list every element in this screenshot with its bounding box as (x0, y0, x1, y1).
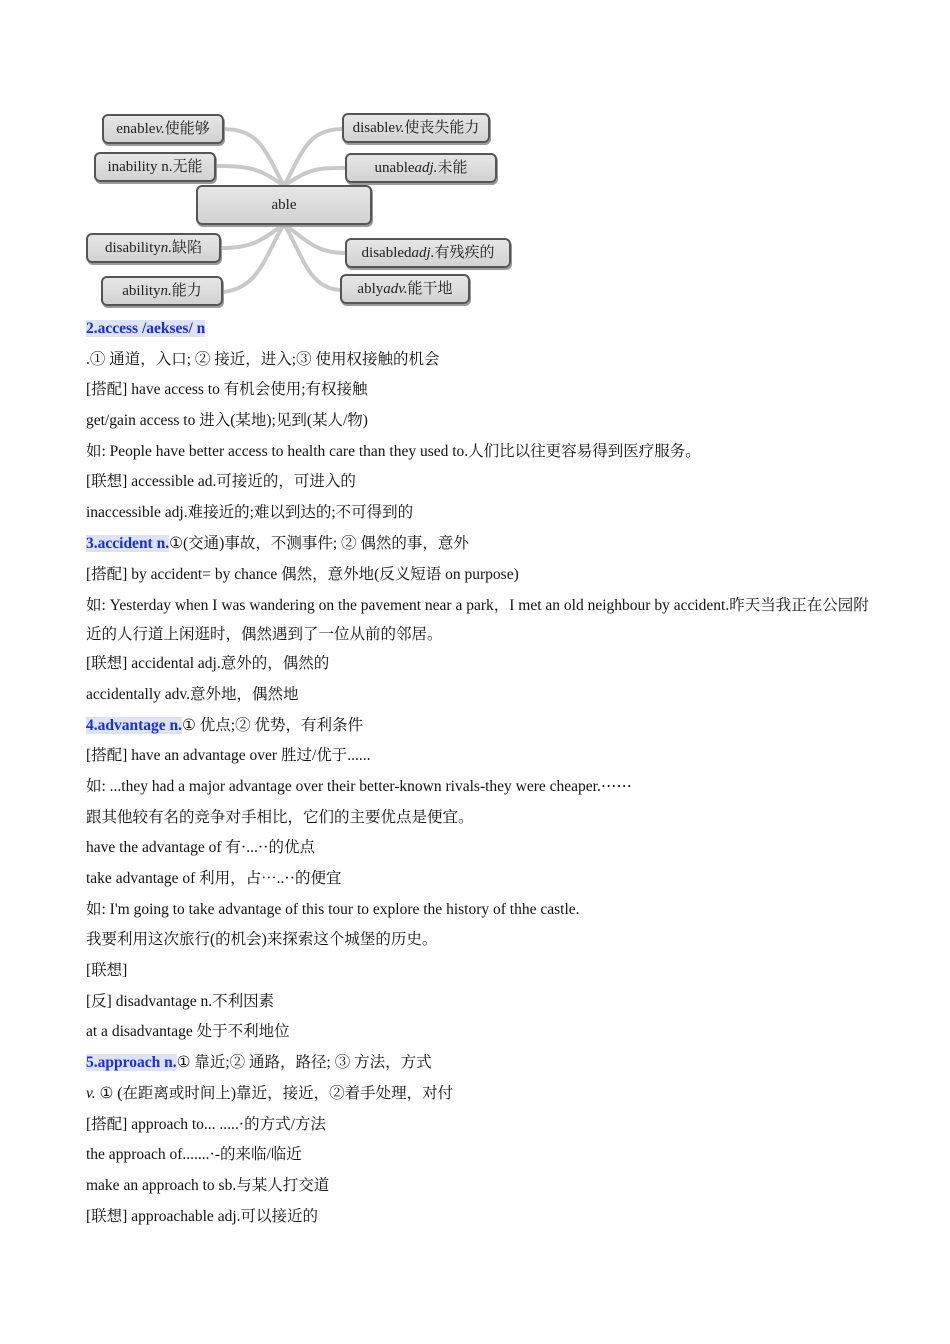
entry-line: [搭配] approach to... .....⋅的方式/方法 (86, 1115, 326, 1133)
mind-map-node-disability (86, 233, 221, 263)
entry-access-heading-line (86, 314, 886, 345)
node-pos: adv. (383, 280, 408, 297)
entry-heading: 2.access /aekses/ n (86, 320, 206, 337)
entry-line: [联想] accidental adj.意外的，偶然的 (86, 655, 330, 673)
part-of-speech: v. (86, 1084, 96, 1102)
entry-accident-heading-line (86, 529, 886, 560)
entry-definition: ① 优点;② 优势，有利条件 (182, 716, 363, 734)
entry-line: [联想] approachable adj.可以接近的 (86, 1207, 319, 1225)
entry-heading: 5.approach n. (86, 1054, 177, 1072)
entry-approach-heading-line (86, 1048, 886, 1079)
node-meaning: 有残疾的 (434, 244, 495, 261)
entry-line: [联想] (86, 962, 128, 980)
entry-line: [搭配] by accident= by chance 偶然，意外地(反义短语 on purpose) (86, 565, 519, 583)
entry-definition: ① 靠近;② 通路，路径; ③ 方法，方式 (176, 1054, 432, 1072)
center-word: able (271, 196, 297, 213)
node-pos: v. (395, 119, 405, 136)
entry-line: 跟其他较有名的竞争对手相比，它们的主要优点是便宜。 (86, 808, 474, 826)
node-meaning: 使丧失能力 (404, 119, 480, 136)
vocabulary-entries (86, 314, 886, 1232)
entry-definition: ①(交通)事故，不测事件; ② 偶然的事，意外 (169, 534, 469, 552)
entry-line: the approach of.......⋅-的来临/临近 (86, 1146, 302, 1164)
node-pos: v. (155, 120, 165, 137)
entry-line: accidentally adv.意外地，偶然地 (86, 685, 299, 703)
node-pos: n. (160, 282, 172, 299)
entry-line: get/gain access to 进入(某地);见到(某人/物) (86, 412, 368, 430)
mind-map-node-unable (345, 153, 497, 183)
entry-line: [搭配] have an advantage over 胜过/优于...... (86, 747, 371, 765)
node-meaning: 无能 (172, 158, 203, 175)
entry-advantage-heading-line (86, 711, 886, 742)
entry-line: 如: People have better access to health care than they used to.人们比以往更容易得到医疗服务。 (86, 442, 701, 460)
entry-line: [联想] accessible ad.可接近的，可进入的 (86, 473, 356, 491)
entry-line: take advantage of 利用，占⋯..⋅⋅的便宜 (86, 870, 342, 887)
mind-map-node-ably (340, 274, 470, 304)
node-word: disability (104, 239, 161, 256)
node-meaning: 能力 (171, 282, 202, 299)
mind-map-node-disable (342, 113, 490, 143)
entry-line: inaccessible adj.难接近的;难以到达的;不可得到的 (86, 504, 414, 522)
entry-definition: ① (在距离或时间上)靠近，接近，②着手处理，对付 (95, 1084, 454, 1102)
entry-line: 我要利用这次旅行(的机会)来探索这个城堡的历史。 (86, 931, 438, 949)
mind-map-node-ability (101, 276, 223, 306)
node-pos: adj. (414, 159, 438, 176)
entry-line: have the advantage of 有⋅...⋅⋅的优点 (86, 839, 315, 857)
entry-line: .① 通道，入口; ② 接近，进入;③ 使用权接触的机会 (86, 350, 440, 368)
entry-line: [搭配] have access to 有机会使用;有权接触 (86, 381, 368, 399)
node-meaning: 使能够 (164, 120, 210, 137)
node-word: unable (374, 159, 415, 176)
node-word: ably (357, 280, 384, 297)
entry-line: 如: I'm going to take advantage of this tour to explore the history of thhe castle. (86, 900, 580, 918)
mind-map-node-enable (102, 114, 224, 144)
entry-line: at a disadvantage 处于不利地位 (86, 1023, 290, 1041)
node-meaning: 缺陷 (172, 239, 203, 256)
node-word: disabled (361, 244, 412, 261)
node-word: inability n. (107, 158, 173, 175)
node-pos: n. (160, 239, 173, 256)
node-meaning: 能干地 (407, 280, 453, 297)
entry-heading: 4.advantage n. (86, 716, 183, 734)
word-family-mind-map (84, 108, 524, 312)
node-pos: adj. (411, 244, 435, 261)
node-word: ability (122, 282, 161, 299)
entry-verb-line (86, 1079, 886, 1110)
mind-map-center-node (196, 185, 372, 225)
entry-line: make an approach to sb.与某人打交道 (86, 1176, 330, 1194)
entry-heading: 3.accident n. (86, 534, 170, 552)
node-meaning: 未能 (437, 159, 468, 176)
entry-line: 如: ...they had a major advantage over their better-known rivals-they were cheaper.⋯⋯ (86, 777, 632, 795)
node-word: disable (352, 119, 396, 136)
mind-map-node-disabled (345, 238, 511, 268)
entry-line: [反] disadvantage n.不利因素 (86, 992, 275, 1010)
mind-map-node-inability (94, 152, 216, 182)
entry-example-line: 如: Yesterday when I was wandering on the pavement near a park，I met an old neighbour by accident.昨天当我正在公园附近的人行道上闲逛时，偶然遇到了一位从前的邻居。 (86, 597, 869, 644)
node-word: enable (116, 120, 156, 137)
